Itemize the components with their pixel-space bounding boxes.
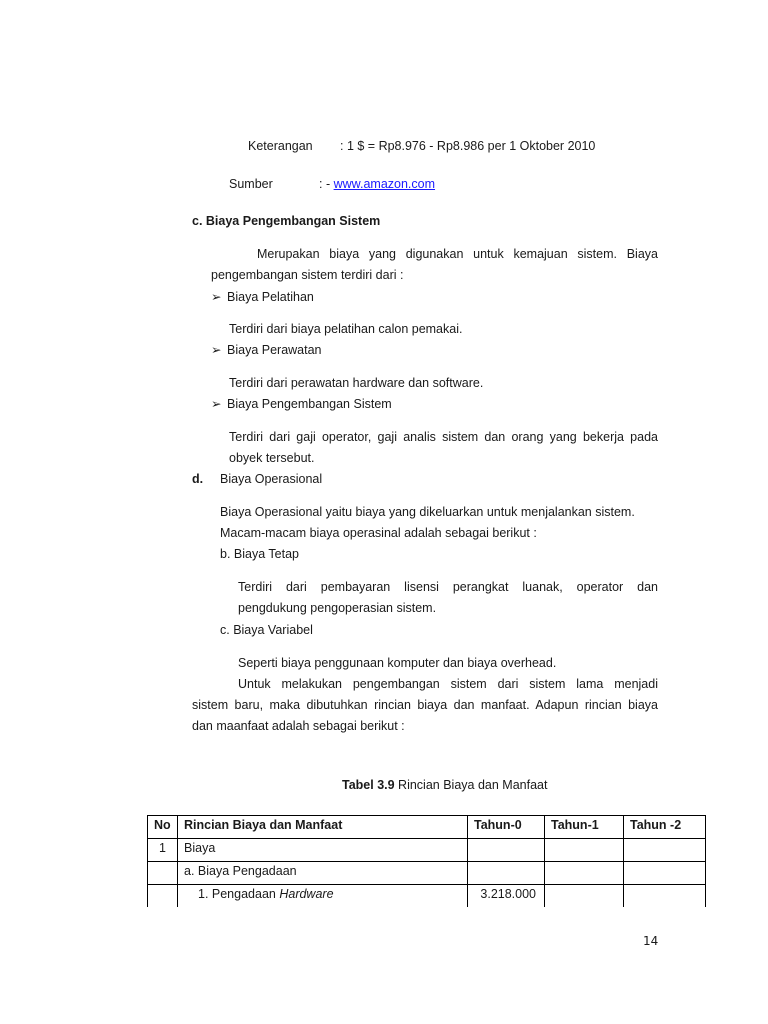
- sumber-prefix: : -: [319, 177, 334, 191]
- cell-tahun-0: 3.218.000: [468, 885, 545, 908]
- header-tahun-0: Tahun-0: [468, 816, 545, 839]
- bullet-pelatihan: ➢ Biaya Pelatihan: [211, 290, 314, 304]
- amazon-link[interactable]: www.amazon.com: [333, 177, 436, 191]
- arrow-bullet-icon: ➢: [211, 397, 222, 411]
- header-tahun-1: Tahun-1: [545, 816, 624, 839]
- arrow-bullet-icon: ➢: [211, 343, 222, 357]
- item-b-label: b. Biaya Tetap: [220, 547, 299, 561]
- cell-tahun-1: [545, 839, 624, 862]
- bullet-perawatan: ➢ Biaya Perawatan: [211, 343, 322, 357]
- arrow-bullet-icon: ➢: [211, 290, 222, 304]
- bullet-pengembangan-desc-line1: Terdiri dari gaji operator, gaji analis sistem dan orang yang bekerja pada: [229, 430, 658, 444]
- cell-rincian: 1. Pengadaan Hardware: [178, 885, 468, 908]
- table-caption-number: Tabel 3.9: [342, 778, 395, 792]
- keterangan-label: Keterangan: [248, 139, 313, 153]
- header-no: No: [148, 816, 178, 839]
- table-row: [148, 885, 706, 908]
- header-rincian: Rincian Biaya dan Manfaat: [178, 816, 468, 839]
- closing-line1: Untuk melakukan pengembangan sistem dari sistem lama menjadi: [238, 677, 658, 691]
- cell-rincian: Biaya: [178, 839, 468, 862]
- table-row: [148, 862, 706, 885]
- cell-tahun-2: [624, 839, 706, 862]
- sumber-value: [319, 176, 435, 192]
- item-b-desc-line1: Terdiri dari pembayaran lisensi perangkat luanak, operator dan: [238, 580, 658, 594]
- section-d-para-line1: Biaya Operasional yaitu biaya yang dikeluarkan untuk menjalankan sistem.: [220, 505, 635, 519]
- header-tahun-2: Tahun -2: [624, 816, 706, 839]
- closing-line3: dan maanfaat adalah sebagai berikut :: [192, 719, 405, 733]
- cell-no: [148, 862, 178, 885]
- bullet-pengembangan: ➢ Biaya Pengembangan Sistem: [211, 397, 392, 411]
- section-c-heading: c. Biaya Pengembangan Sistem: [192, 214, 381, 228]
- hardware-italic: Hardware: [279, 887, 334, 901]
- item-c-label: c. Biaya Variabel: [220, 623, 313, 637]
- table-row: [148, 839, 706, 862]
- cost-benefit-table: [147, 815, 706, 907]
- closing-line2: sistem baru, maka dibutuhkan rincian biaya dan manfaat. Adapun rincian biaya: [192, 698, 658, 712]
- cell-tahun-2: [624, 885, 706, 908]
- cell-tahun-2: [624, 862, 706, 885]
- cell-no: [148, 885, 178, 908]
- cell-tahun-0: [468, 862, 545, 885]
- sumber-label: Sumber: [229, 177, 273, 191]
- bullet-pengembangan-desc-line2: obyek tersebut.: [229, 451, 315, 465]
- table-caption-title: Rincian Biaya dan Manfaat: [394, 778, 548, 792]
- table-caption: [342, 777, 547, 793]
- section-d-para-line2: Macam-macam biaya operasinal adalah sebagai berikut :: [220, 526, 537, 540]
- section-d-heading: Biaya Operasional: [220, 472, 323, 486]
- keterangan-value: : 1 $ = Rp8.976 - Rp8.986 per 1 Oktober 2010: [340, 139, 596, 153]
- item-c-desc: Seperti biaya penggunaan komputer dan biaya overhead.: [238, 656, 557, 670]
- cell-tahun-0: [468, 839, 545, 862]
- table-header-row: [148, 816, 706, 839]
- item-b-desc-line2: pengdukung pengoperasian sistem.: [238, 601, 437, 615]
- cell-tahun-1: [545, 885, 624, 908]
- section-c-para-line1: Merupakan biaya yang digunakan untuk kemajuan sistem. Biaya: [257, 247, 658, 261]
- cell-rincian: a. Biaya Pengadaan: [178, 862, 468, 885]
- cell-no: 1: [148, 839, 178, 862]
- page-number: 14: [643, 934, 659, 948]
- section-d-letter: d.: [192, 472, 204, 486]
- cell-tahun-1: [545, 862, 624, 885]
- section-c-para-line2: pengembangan sistem terdiri dari :: [211, 268, 404, 282]
- bullet-pelatihan-desc: Terdiri dari biaya pelatihan calon pemakai.: [229, 322, 463, 336]
- bullet-perawatan-desc: Terdiri dari perawatan hardware dan software.: [229, 376, 484, 390]
